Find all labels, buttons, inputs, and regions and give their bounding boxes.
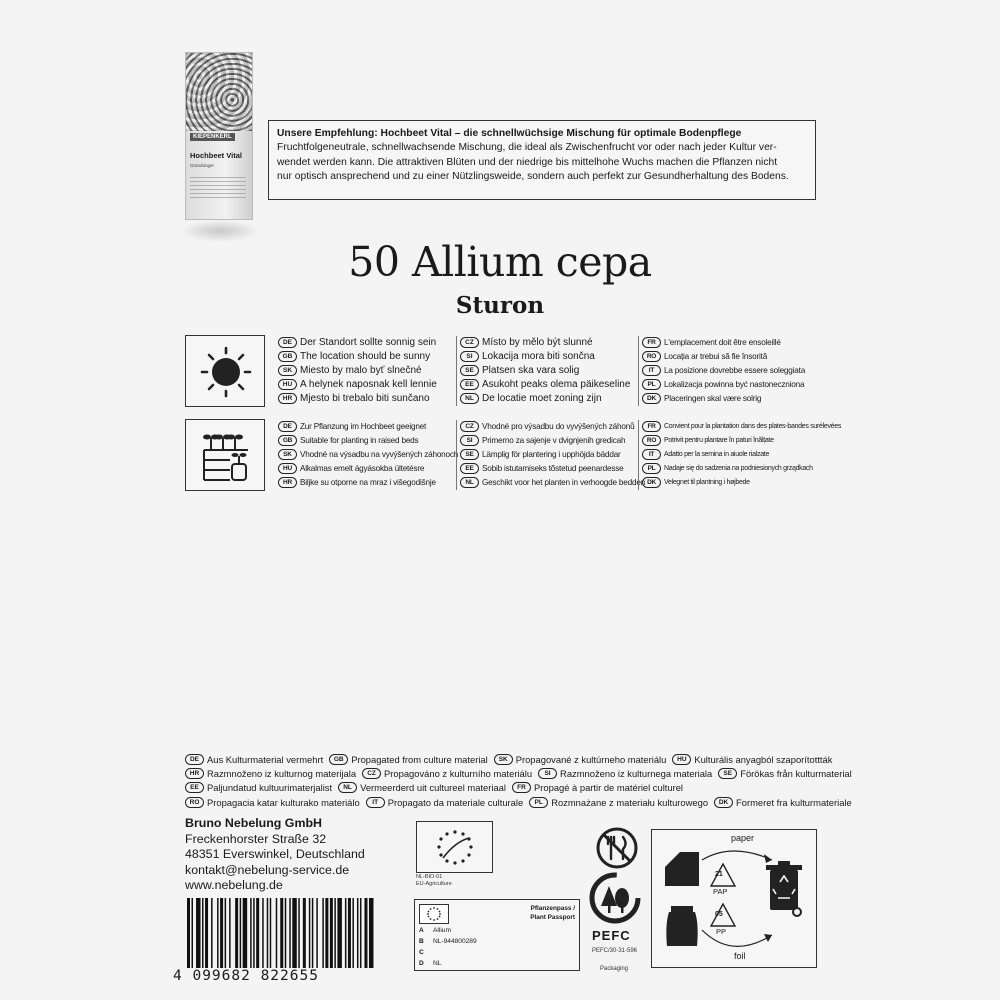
company-address: [185, 816, 365, 894]
language-code-badge: GB: [278, 351, 297, 362]
language-code-badge: DE: [278, 337, 297, 348]
language-code-badge: NL: [338, 782, 357, 793]
language-text: Suitable for planting in raised beds: [300, 435, 419, 445]
language-code-badge: DK: [642, 393, 661, 404]
language-text: Miesto by malo byť slnečné: [300, 364, 422, 376]
language-code-badge: EE: [185, 782, 204, 793]
origin-item: [494, 754, 667, 765]
language-code-badge: PL: [529, 797, 548, 808]
language-code-badge: IT: [642, 365, 661, 376]
language-code-badge: SI: [460, 351, 479, 362]
origin-row: [185, 766, 852, 780]
pack-name: Hochbeet Vital: [190, 151, 242, 160]
product-title: 50 Allium cepa: [348, 238, 652, 286]
language-code-badge: EE: [460, 379, 479, 390]
location-col-1: [278, 335, 437, 406]
language-text: Velegnet til plantning i højbede: [664, 479, 750, 487]
origin-item: [529, 797, 708, 808]
language-code-badge: HU: [278, 463, 297, 474]
language-code-badge: DK: [714, 797, 733, 808]
language-text: Der Standort sollte sonnig sein: [300, 336, 437, 348]
eu-organic-logo: [416, 821, 493, 873]
language-code-badge: SE: [460, 365, 479, 376]
origin-text: Razmnoženo iz kulturnog materijala: [207, 768, 357, 780]
passport-value: Allium: [433, 927, 451, 934]
language-code-badge: GB: [329, 754, 348, 765]
language-line: [460, 433, 645, 447]
language-text: Geschikt voor het planten in verhoogde bedden: [482, 478, 646, 488]
language-code-badge: FR: [512, 782, 531, 793]
barcode-bar: [280, 898, 283, 968]
barcode-bar: [202, 898, 204, 968]
language-text: Mjesto bi trebalo biti sunčano: [300, 393, 430, 405]
barcode-bar: [357, 898, 359, 968]
origin-text: Förökas från kulturmaterial: [740, 768, 852, 780]
origin-item: [714, 797, 852, 808]
language-line: [460, 447, 645, 461]
language-code-badge: SE: [718, 768, 737, 779]
language-code-badge: SI: [460, 435, 479, 446]
barcode-bar: [348, 898, 351, 968]
barcode-bar: [225, 898, 227, 968]
language-line: [460, 392, 630, 406]
language-line: [642, 349, 805, 363]
language-text: Lokacija mora biti sončna: [482, 350, 595, 362]
raised-bed-col-3: [642, 419, 841, 490]
language-line: [642, 433, 841, 447]
pack-brand: KIEPENKERL: [190, 133, 235, 141]
origin-item: [185, 797, 360, 808]
barcode-bar: [289, 898, 291, 968]
pack-small-print: [190, 177, 246, 201]
origin-text: Paljundatud kultuurimaterjalist: [207, 782, 333, 794]
language-code-badge: IT: [366, 797, 385, 808]
foil-bag-icon: [666, 906, 697, 946]
origin-statement: [185, 752, 852, 810]
language-code-badge: HU: [278, 379, 297, 390]
paper-label: paper: [731, 833, 755, 843]
recycling-info: [651, 829, 817, 968]
recommendation-heading: Unsere Empfehlung: Hochbeet Vital – die schnellwüchsige Mischung für optimale Bodenpflege: [277, 128, 742, 139]
language-code-badge: IT: [642, 449, 661, 460]
origin-item: [538, 768, 712, 779]
passport-title-1: Pflanzenpass /: [530, 905, 575, 912]
language-code-badge: HR: [185, 768, 204, 779]
recommendation-line: nur optisch ansprechend und zu einer Nützlingsweide, sondern auch perfekt zur Gesundherhaltung des Bodens.: [277, 170, 789, 182]
origin-row: [185, 781, 835, 795]
language-code-badge: HR: [278, 393, 297, 404]
origin-text: Kulturális anyagból szaporítottták: [694, 753, 833, 765]
language-code-badge: NL: [460, 477, 479, 488]
language-code-badge: PL: [642, 379, 661, 390]
pack-subtitle: Gründünger: [190, 163, 215, 168]
language-text: L'emplacement doit être ensoleillé: [664, 337, 781, 347]
language-line: [642, 462, 841, 476]
website: www.nebelung.de: [185, 878, 283, 893]
origin-row: [185, 752, 835, 766]
passport-key: C: [419, 949, 424, 956]
barcode-bar: [334, 898, 336, 968]
language-text: The location should be sunny: [300, 350, 431, 362]
sun-icon: [185, 335, 265, 407]
language-line: [642, 363, 805, 377]
barcode-bar: [312, 898, 314, 968]
origin-text: Vermeerderd uit cultureel materiaal: [360, 782, 506, 794]
passport-key: B: [419, 938, 424, 945]
pp-number: 05: [715, 911, 723, 918]
flower-photo-overlay: [186, 53, 252, 131]
origin-text: Formeret fra kulturmateriale: [736, 796, 852, 808]
origin-text: Propagované z kultúrneho materiálu: [515, 753, 667, 765]
language-text: Potrivit pentru plantare în paturi înălțate: [664, 436, 774, 444]
language-line: [460, 476, 645, 490]
barcode-bar: [322, 898, 324, 968]
barcode-bar: [298, 898, 300, 968]
origin-item: [329, 754, 488, 765]
barcode-bar: [330, 898, 333, 968]
origin-row: [185, 795, 852, 809]
barcode-bar: [192, 898, 194, 968]
language-line: [642, 447, 841, 461]
barcode-bar: [240, 898, 242, 968]
language-text: Vhodné na výsadbu na vyvýšených záhonoch: [300, 449, 459, 459]
origin-text: Rozmnażane z materiału kulturowego: [551, 796, 709, 808]
language-line: [278, 349, 437, 363]
passport-value: NL-944800289: [433, 938, 477, 945]
language-line: [278, 363, 437, 377]
origin-text: Propagato da materiale culturale: [387, 796, 524, 808]
language-line: [460, 419, 645, 433]
language-line: [460, 335, 630, 349]
language-line: [278, 392, 437, 406]
pefc-logo-icon: [589, 872, 641, 928]
organic-code: [416, 874, 452, 888]
language-code-badge: NL: [460, 393, 479, 404]
divider: [456, 420, 457, 490]
language-line: [278, 462, 458, 476]
barcode: [186, 898, 376, 968]
barcode-bar: [205, 898, 208, 968]
email: kontakt@nebelung-service.de: [185, 862, 350, 877]
recommendation-line: Fruchtfolgeneutrale, schnellwachsende Mischung, die ideal als Zwischenfrucht vor oder nach jeder Kultur ver-: [277, 142, 777, 154]
origin-item: [185, 782, 332, 793]
recycle-bin-icon: [766, 861, 802, 916]
language-code-badge: RO: [642, 351, 661, 362]
language-text: Placeringen skal være solrig: [664, 394, 762, 404]
language-text: Nadaje się do sadzenia na podniesionych grządkach: [664, 465, 813, 473]
language-code-badge: EE: [460, 463, 479, 474]
barcode-bar: [309, 898, 311, 968]
language-text: Alkalmas emelt ágyásokba ültetésre: [300, 464, 425, 474]
language-code-badge: HU: [672, 754, 691, 765]
language-text: Asukoht peaks olema päikeseline: [482, 379, 631, 391]
language-text: Lämplig för plantering i upphöjda bäddar: [482, 449, 621, 459]
barcode-bar: [276, 898, 278, 968]
language-code-badge: GB: [278, 435, 297, 446]
pap-number: 21: [715, 871, 723, 878]
passport-line: [419, 949, 569, 956]
language-line: [642, 476, 841, 490]
barcode-bar: [352, 898, 354, 968]
language-code-badge: DE: [278, 421, 297, 432]
origin-text: Razmnoženo iz kulturnega materiala: [560, 768, 713, 780]
barcode-bar: [196, 898, 201, 968]
language-code-badge: FR: [642, 337, 661, 348]
passport-key: D: [419, 960, 424, 967]
divider: [638, 336, 639, 406]
barcode-bar: [217, 898, 219, 968]
barcode-bar: [285, 898, 287, 968]
barcode-bar: [220, 898, 223, 968]
origin-text: Propagacia katar kulturako materiálo: [207, 796, 360, 808]
language-line: [642, 335, 805, 349]
language-text: Lokalizacja powinna być nastoneczniona: [664, 380, 805, 390]
barcode-bar: [229, 898, 231, 968]
barcode-bar: [211, 898, 213, 968]
language-code-badge: SE: [460, 449, 479, 460]
language-text: De locatie moet zoning zijn: [482, 393, 602, 405]
language-line: [278, 447, 458, 461]
origin-text: Aus Kulturmaterial vermehrt: [207, 753, 324, 765]
language-text: Primerno za sajenje v dvignjenih gredicah: [482, 435, 626, 445]
barcode-bar: [325, 898, 328, 968]
location-col-2: [460, 335, 630, 406]
language-text: La posizione dovrebbe essere soleggiata: [664, 365, 806, 375]
origin-text: Propagováno z kulturního materiálu: [384, 768, 533, 780]
barcode-digits: 4 099682 822655: [173, 968, 319, 984]
language-line: [278, 476, 458, 490]
language-code-badge: DE: [185, 754, 204, 765]
origin-item: [366, 797, 524, 808]
language-line: [642, 378, 805, 392]
language-code-badge: DK: [642, 477, 661, 488]
language-code-badge: SI: [538, 768, 557, 779]
barcode-bar: [250, 898, 252, 968]
barcode-bar: [267, 898, 269, 968]
passport-title: [530, 904, 575, 922]
company-name: Bruno Nebelung GmbH: [185, 816, 322, 830]
barcode-bar: [270, 898, 272, 968]
raised-bed-col-1: [278, 419, 458, 490]
city: 48351 Everswinkel, Deutschland: [185, 847, 365, 862]
barcode-bar: [345, 898, 347, 968]
pp-label: PP: [716, 927, 727, 936]
divider: [638, 420, 639, 490]
divider: [456, 336, 457, 406]
origin-item: [672, 754, 832, 765]
language-code-badge: SK: [494, 754, 513, 765]
language-code-badge: RO: [185, 797, 204, 808]
passport-line: [419, 938, 569, 945]
language-code-badge: PL: [642, 463, 661, 474]
language-text: Locația ar trebui să fie însorită: [664, 351, 768, 361]
seed-pack-image: [185, 52, 253, 220]
language-line: [460, 349, 630, 363]
language-code-badge: RO: [642, 435, 661, 446]
packaging-label: Packaging: [600, 966, 629, 972]
language-line: [460, 462, 645, 476]
barcode-bar: [243, 898, 248, 968]
language-code-badge: CZ: [460, 337, 479, 348]
location-col-3: [642, 335, 805, 406]
barcode-bar: [369, 898, 374, 968]
pap-label: PAP: [713, 887, 728, 896]
organic-code-text: NL-BIO-01: [416, 874, 443, 880]
barcode-bar: [292, 898, 297, 968]
language-text: Biljke su otporne na mraz i višegodišnje: [300, 478, 436, 488]
language-line: [460, 363, 630, 377]
language-code-badge: SK: [278, 365, 297, 376]
plant-passport: [414, 899, 580, 971]
barcode-bar: [303, 898, 306, 968]
language-text: Platsen ska vara solig: [482, 364, 580, 376]
language-code-badge: FR: [642, 421, 661, 432]
eu-flag-icon: [419, 904, 449, 924]
passport-key: A: [419, 927, 424, 934]
paper-item-icon: [665, 852, 699, 886]
pefc-code: PEFC/30-31-596: [592, 948, 638, 954]
origin-item: [718, 768, 852, 779]
language-code-badge: CZ: [460, 421, 479, 432]
barcode-bar: [316, 898, 318, 968]
language-line: [278, 419, 458, 433]
origin-item: [338, 782, 506, 793]
recommendation-box: [268, 120, 816, 200]
raised-bed-icon: [185, 419, 265, 491]
passport-line: [419, 927, 569, 934]
street: Freckenhorster Straße 32: [185, 831, 327, 846]
pefc-label: PEFC: [592, 928, 631, 943]
language-text: Adatto per la semina in aiuole rialzate: [664, 450, 770, 458]
language-line: [278, 335, 437, 349]
language-text: Sobib istutamiseks tõstetud peenardesse: [482, 464, 624, 474]
language-code-badge: SK: [278, 449, 297, 460]
language-line: [460, 378, 630, 392]
passport-value: NL: [433, 960, 442, 967]
language-code-badge: HR: [278, 477, 297, 488]
raised-bed-col-2: [460, 419, 645, 490]
language-text: Convient pour la plantation dans des plates-bandes surélevées: [664, 422, 842, 430]
barcode-bar: [187, 898, 190, 968]
language-line: [642, 392, 805, 406]
language-text: Zur Pflanzung im Hochbeet geeignet: [300, 421, 427, 431]
language-text: Místo by mělo být slunné: [482, 336, 593, 348]
barcode-bar: [235, 898, 238, 968]
barcode-bar: [364, 898, 367, 968]
language-line: [278, 378, 437, 392]
organic-label: EU-Agriculture: [416, 881, 452, 887]
passport-line: [419, 960, 569, 967]
origin-item: [185, 754, 323, 765]
recommendation-line: wendet werden kann. Die attraktiven Blüten und der niedrige bis mittelhohe Wuchs machen die Pflanzen nicht: [277, 156, 778, 168]
language-text: A helynek naposnak kell lennie: [300, 379, 437, 391]
origin-text: Propagé à partir de matériel culturel: [533, 782, 684, 794]
origin-text: Propagated from culture material: [351, 753, 488, 765]
origin-item: [362, 768, 532, 779]
not-for-food-icon: [595, 826, 639, 870]
barcode-bar: [337, 898, 342, 968]
barcode-bar: [262, 898, 264, 968]
origin-item: [512, 782, 683, 793]
product-variety: Sturon: [455, 292, 545, 319]
language-line: [278, 433, 458, 447]
barcode-bar: [256, 898, 259, 968]
barcode-bar: [253, 898, 255, 968]
language-line: [642, 419, 841, 433]
language-text: Vhodné pro výsadbu do vyvýšených záhonů: [482, 421, 635, 431]
origin-item: [185, 768, 356, 779]
passport-title-2: Plant Passport: [530, 914, 575, 921]
foil-label: foil: [734, 951, 746, 961]
language-code-badge: CZ: [362, 768, 381, 779]
barcode-bar: [360, 898, 362, 968]
